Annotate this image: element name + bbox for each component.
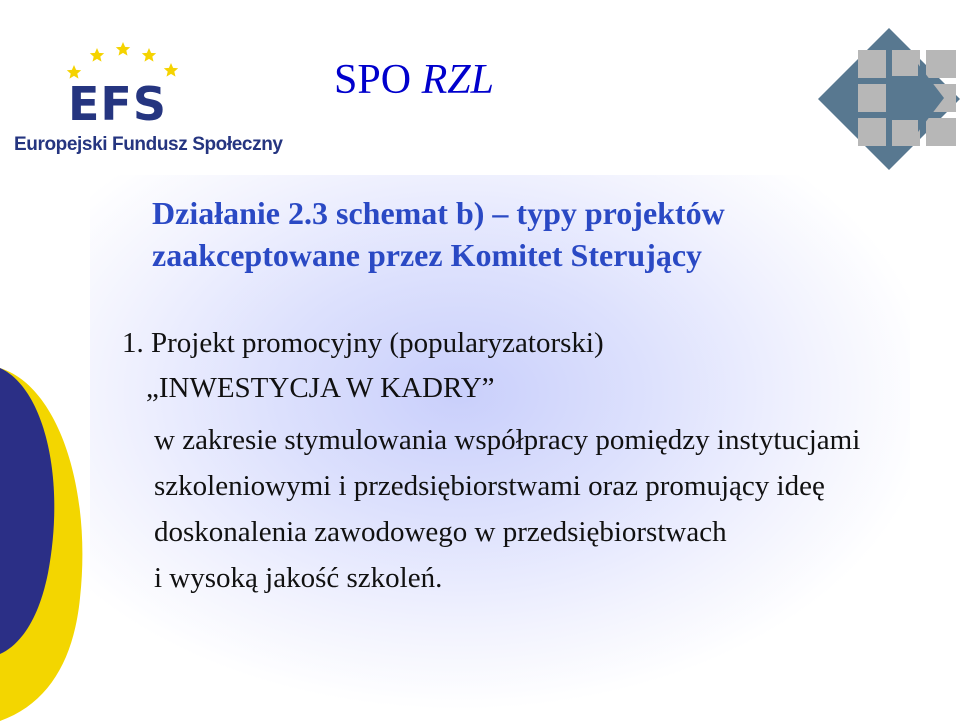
title-regular: SPO [334, 57, 422, 103]
description-line: doskonalenia zawodowego w przedsiębiorstwach [154, 516, 727, 548]
decorative-arcs [0, 368, 90, 726]
star-icon [142, 48, 156, 62]
efs-logo [8, 38, 283, 163]
list-item-title-text: Projekt promocyjny (popularyzatorski) [151, 327, 604, 359]
description-line: szkoleniowymi i przedsiębiorstwami oraz promujący ideę [154, 470, 825, 502]
star-icon [90, 48, 104, 62]
star-icon [116, 42, 130, 56]
logo-stars [67, 42, 178, 79]
project-name: „INWESTYCJA W KADRY” [146, 372, 495, 404]
list-item-number: 1. [122, 327, 144, 359]
slide-heading [152, 192, 725, 276]
project-description [154, 417, 860, 601]
logo-letters: EFS [68, 77, 167, 131]
title-italic: RZL [421, 57, 494, 103]
logo-caption: Europejski Fundusz Społeczny [14, 134, 283, 155]
list-item-title [122, 323, 604, 363]
efs-logo-mark [8, 38, 230, 133]
description-line: i wysoką jakość szkoleń. [154, 562, 443, 594]
star-icon [164, 63, 178, 77]
description-line: w zakresie stymulowania współpracy pomiędzy instytucjami [154, 424, 861, 456]
arrow-logo-icon [818, 28, 960, 175]
heading-line-2: zaakceptowane przez Komitet Sterujący [152, 237, 703, 273]
page-title [334, 56, 494, 104]
heading-line-1: Działanie 2.3 schemat b) – typy projektów [152, 195, 725, 231]
